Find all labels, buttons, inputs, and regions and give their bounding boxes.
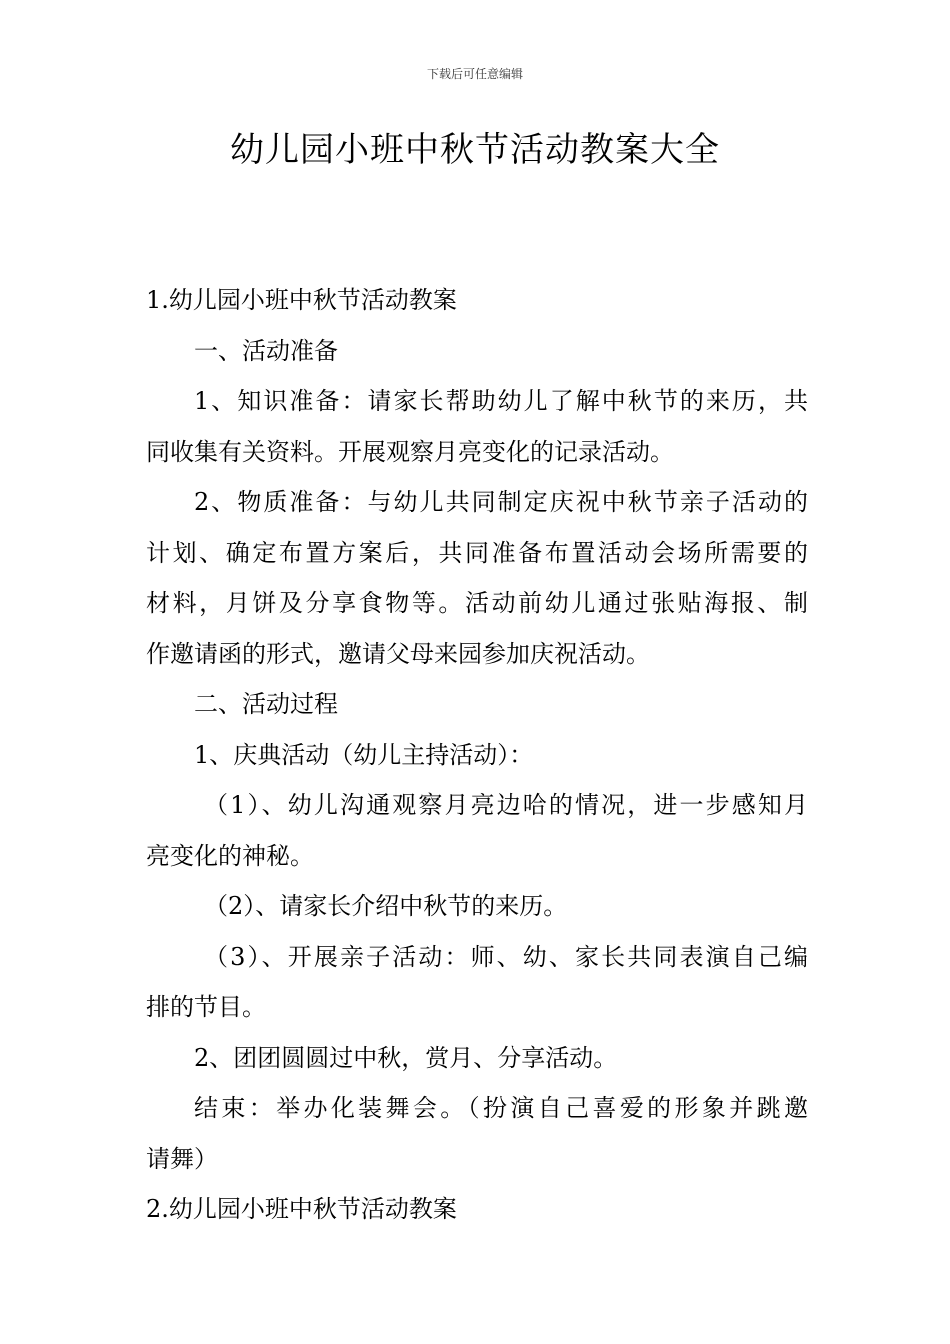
document-body xyxy=(146,275,808,1235)
body-line: 结束：举办化装舞会。（扮演自己喜爱的形象并跳邀 xyxy=(194,1094,808,1122)
body-line: 一、活动准备 xyxy=(194,336,338,365)
body-line: 同收集有关资料。开展观察月亮变化的记录活动。 xyxy=(146,437,674,466)
body-line: 1、知识准备：请家长帮助幼儿了解中秋节的来历，共 xyxy=(194,387,808,415)
body-line: 计划、确定布置方案后，共同准备布置活动会场所需要的 xyxy=(146,538,808,567)
body-line: （2）、请家长介绍中秋节的来历。 xyxy=(204,892,568,920)
body-line: 亮变化的神秘。 xyxy=(146,841,314,870)
body-line: 二、活动过程 xyxy=(194,690,338,718)
body-line: 2.幼儿园小班中秋节活动教案 xyxy=(146,1195,457,1223)
header-note: 下载后可任意编辑 xyxy=(426,67,523,81)
body-line: 2、团团圆圆过中秋，赏月、分享活动。 xyxy=(194,1043,618,1072)
body-line: 1、庆典活动（幼儿主持活动）： xyxy=(194,740,534,769)
body-line: 材料，月饼及分享食物等。活动前幼儿通过张贴海报、制 xyxy=(146,589,808,617)
body-line: 请舞） xyxy=(146,1144,218,1173)
body-line: 作邀请函的形式，邀请父母来园参加庆祝活动。 xyxy=(146,639,650,668)
body-line: 2、物质准备：与幼儿共同制定庆祝中秋节亲子活动的 xyxy=(194,488,808,516)
body-line: （3）、开展亲子活动：师、幼、家长共同表演自己编 xyxy=(204,942,808,971)
body-line: 1.幼儿园小班中秋节活动教案 xyxy=(146,286,457,314)
body-line: （1）、幼儿沟通观察月亮边哈的情况，进一步感知月 xyxy=(204,791,808,819)
body-line: 排的节目。 xyxy=(146,993,266,1021)
document-title: 幼儿园小班中秋节活动教案大全 xyxy=(230,130,720,170)
